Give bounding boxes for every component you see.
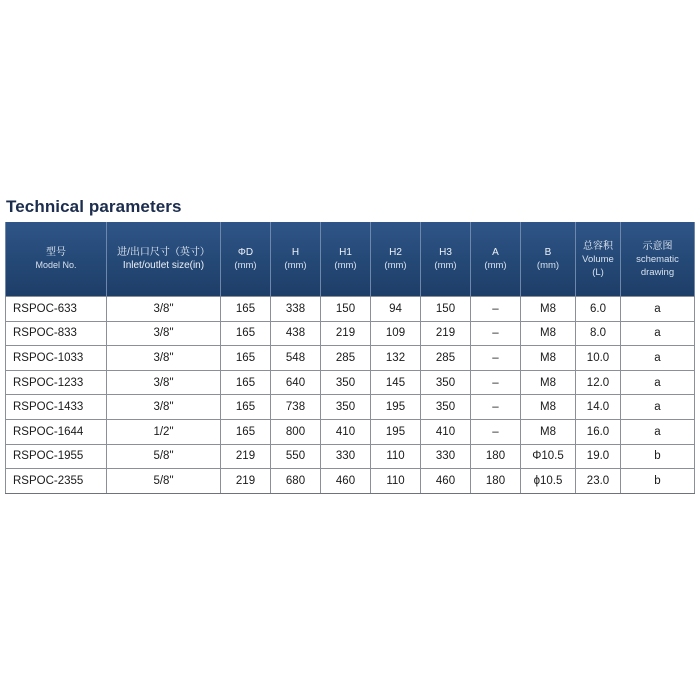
column-header-height-h2 xyxy=(371,222,421,297)
column-header-height-h3-l1: H3 xyxy=(439,247,452,258)
cell-height-h: 738 xyxy=(271,395,321,420)
cell-height-h: 680 xyxy=(271,469,321,494)
table-row xyxy=(6,370,695,395)
column-header-height-h-l1: H xyxy=(291,247,300,258)
cell-height-h: 550 xyxy=(271,444,321,469)
table-row xyxy=(6,395,695,420)
column-header-model-number-l1: 型号 xyxy=(46,247,66,258)
cell-height-h3: 330 xyxy=(421,444,471,469)
column-header-height-h-l2: (mm) xyxy=(284,260,307,271)
cell-model-number: RSPOC-1955 xyxy=(6,444,107,469)
column-header-height-h1-l1: H1 xyxy=(339,247,352,258)
column-header-height-h1-l2: (mm) xyxy=(334,260,357,271)
cell-diameter-d: 219 xyxy=(221,469,271,494)
table-row xyxy=(6,444,695,469)
cell-model-number: RSPOC-833 xyxy=(6,321,107,346)
table-row xyxy=(6,469,695,494)
cell-height-h1: 460 xyxy=(321,469,371,494)
cell-height-h3: 219 xyxy=(421,321,471,346)
cell-height-h3: 460 xyxy=(421,469,471,494)
cell-model-number: RSPOC-2355 xyxy=(6,469,107,494)
cell-height-h2: 195 xyxy=(371,395,421,420)
column-header-diameter-d-l1: ΦD xyxy=(237,247,254,258)
cell-height-h2: 110 xyxy=(371,469,421,494)
cell-height-h3: 150 xyxy=(421,297,471,322)
cell-inlet-outlet-size: 3/8" xyxy=(107,346,221,371)
cell-model-number: RSPOC-1033 xyxy=(6,346,107,371)
column-header-height-h1 xyxy=(321,222,371,297)
cell-inlet-outlet-size: 3/8" xyxy=(107,321,221,346)
cell-height-h: 438 xyxy=(271,321,321,346)
column-header-model-number-l2: Model No. xyxy=(35,260,77,270)
cell-diameter-d: 165 xyxy=(221,297,271,322)
column-header-diameter-d xyxy=(221,222,271,297)
cell-volume: 23.0 xyxy=(576,469,621,494)
cell-height-h1: 350 xyxy=(321,395,371,420)
cell-height-h3: 285 xyxy=(421,346,471,371)
cell-height-h2: 132 xyxy=(371,346,421,371)
cell-inlet-outlet-size: 5/8" xyxy=(107,444,221,469)
column-header-schematic-drawing xyxy=(621,222,695,297)
cell-schematic-drawing: b xyxy=(621,444,695,469)
cell-volume: 12.0 xyxy=(576,370,621,395)
cell-height-h: 800 xyxy=(271,419,321,444)
cell-dimension-b: M8 xyxy=(521,370,576,395)
cell-height-h1: 219 xyxy=(321,321,371,346)
cell-dimension-a: – xyxy=(471,370,521,395)
column-header-height-h2-l1: H2 xyxy=(389,247,402,258)
cell-volume: 19.0 xyxy=(576,444,621,469)
cell-inlet-outlet-size: 5/8" xyxy=(107,469,221,494)
cell-model-number: RSPOC-633 xyxy=(6,297,107,322)
cell-model-number: RSPOC-1644 xyxy=(6,419,107,444)
cell-height-h: 338 xyxy=(271,297,321,322)
cell-diameter-d: 165 xyxy=(221,321,271,346)
cell-inlet-outlet-size: 3/8" xyxy=(107,370,221,395)
cell-diameter-d: 219 xyxy=(221,444,271,469)
cell-dimension-b: M8 xyxy=(521,321,576,346)
column-header-dimension-a xyxy=(471,222,521,297)
cell-dimension-a: – xyxy=(471,395,521,420)
column-header-volume-l2: Volume xyxy=(582,253,614,265)
column-header-height-h3 xyxy=(421,222,471,297)
cell-height-h1: 350 xyxy=(321,370,371,395)
cell-height-h: 640 xyxy=(271,370,321,395)
cell-diameter-d: 165 xyxy=(221,395,271,420)
cell-volume: 10.0 xyxy=(576,346,621,371)
cell-dimension-a: 180 xyxy=(471,469,521,494)
column-header-inlet-outlet-size-l2: Inlet/outlet size(in) xyxy=(122,260,205,271)
column-header-volume-l1: 总容积 xyxy=(583,240,613,252)
cell-height-h1: 285 xyxy=(321,346,371,371)
cell-schematic-drawing: a xyxy=(621,321,695,346)
cell-dimension-a: – xyxy=(471,346,521,371)
column-header-dimension-b xyxy=(521,222,576,297)
cell-dimension-b: M8 xyxy=(521,297,576,322)
column-header-dimension-b-l1: B xyxy=(544,247,552,258)
cell-model-number: RSPOC-1233 xyxy=(6,370,107,395)
table-row xyxy=(6,346,695,371)
cell-volume: 14.0 xyxy=(576,395,621,420)
column-header-model-number xyxy=(6,222,107,297)
column-header-height-h2-l2: (mm) xyxy=(384,260,407,271)
column-header-volume xyxy=(576,222,621,297)
cell-schematic-drawing: b xyxy=(621,469,695,494)
column-header-dimension-b-l2: (mm) xyxy=(536,260,560,271)
table-row xyxy=(6,419,695,444)
cell-dimension-a: – xyxy=(471,321,521,346)
cell-height-h1: 330 xyxy=(321,444,371,469)
cell-height-h3: 350 xyxy=(421,370,471,395)
column-header-dimension-a-l2: (mm) xyxy=(484,260,507,271)
cell-volume: 16.0 xyxy=(576,419,621,444)
cell-height-h2: 110 xyxy=(371,444,421,469)
cell-schematic-drawing: a xyxy=(621,346,695,371)
table-row xyxy=(6,321,695,346)
cell-model-number: RSPOC-1433 xyxy=(6,395,107,420)
cell-inlet-outlet-size: 3/8" xyxy=(107,297,221,322)
cell-height-h2: 94 xyxy=(371,297,421,322)
table-body xyxy=(6,297,695,494)
column-header-schematic-drawing-l2: schematic xyxy=(636,253,679,265)
column-header-schematic-drawing-l1: 示意图 xyxy=(642,240,673,252)
cell-dimension-b: Φ10.5 xyxy=(521,444,576,469)
column-header-inlet-outlet-size xyxy=(107,222,221,297)
cell-height-h2: 195 xyxy=(371,419,421,444)
cell-height-h3: 410 xyxy=(421,419,471,444)
cell-inlet-outlet-size: 3/8" xyxy=(107,395,221,420)
column-header-schematic-drawing-l3: drawing xyxy=(640,266,675,278)
column-header-volume-l3: (L) xyxy=(592,266,604,278)
table-header-row xyxy=(6,222,695,297)
cell-volume: 8.0 xyxy=(576,321,621,346)
cell-dimension-b: M8 xyxy=(521,395,576,420)
cell-volume: 6.0 xyxy=(576,297,621,322)
cell-height-h1: 410 xyxy=(321,419,371,444)
cell-dimension-a: 180 xyxy=(471,444,521,469)
column-header-height-h xyxy=(271,222,321,297)
cell-height-h1: 150 xyxy=(321,297,371,322)
cell-diameter-d: 165 xyxy=(221,346,271,371)
cell-schematic-drawing: a xyxy=(621,370,695,395)
cell-schematic-drawing: a xyxy=(621,395,695,420)
cell-diameter-d: 165 xyxy=(221,370,271,395)
column-header-diameter-d-l2: (mm) xyxy=(234,260,257,271)
cell-dimension-a: – xyxy=(471,297,521,322)
technical-parameters-table xyxy=(5,222,695,494)
cell-dimension-b: ϕ10.5 xyxy=(521,469,576,494)
cell-dimension-b: M8 xyxy=(521,419,576,444)
cell-dimension-a: – xyxy=(471,419,521,444)
page-title: Technical parameters xyxy=(6,197,182,216)
column-header-dimension-a-l1: A xyxy=(492,247,499,258)
table-row xyxy=(6,297,695,322)
cell-inlet-outlet-size: 1/2" xyxy=(107,419,221,444)
column-header-inlet-outlet-size-l1: 进/出口尺寸（英寸） xyxy=(117,247,210,258)
cell-height-h2: 109 xyxy=(371,321,421,346)
cell-schematic-drawing: a xyxy=(621,419,695,444)
cell-height-h: 548 xyxy=(271,346,321,371)
cell-schematic-drawing: a xyxy=(621,297,695,322)
cell-height-h3: 350 xyxy=(421,395,471,420)
column-header-height-h3-l2: (mm) xyxy=(434,260,457,271)
cell-diameter-d: 165 xyxy=(221,419,271,444)
cell-dimension-b: M8 xyxy=(521,346,576,371)
cell-height-h2: 145 xyxy=(371,370,421,395)
